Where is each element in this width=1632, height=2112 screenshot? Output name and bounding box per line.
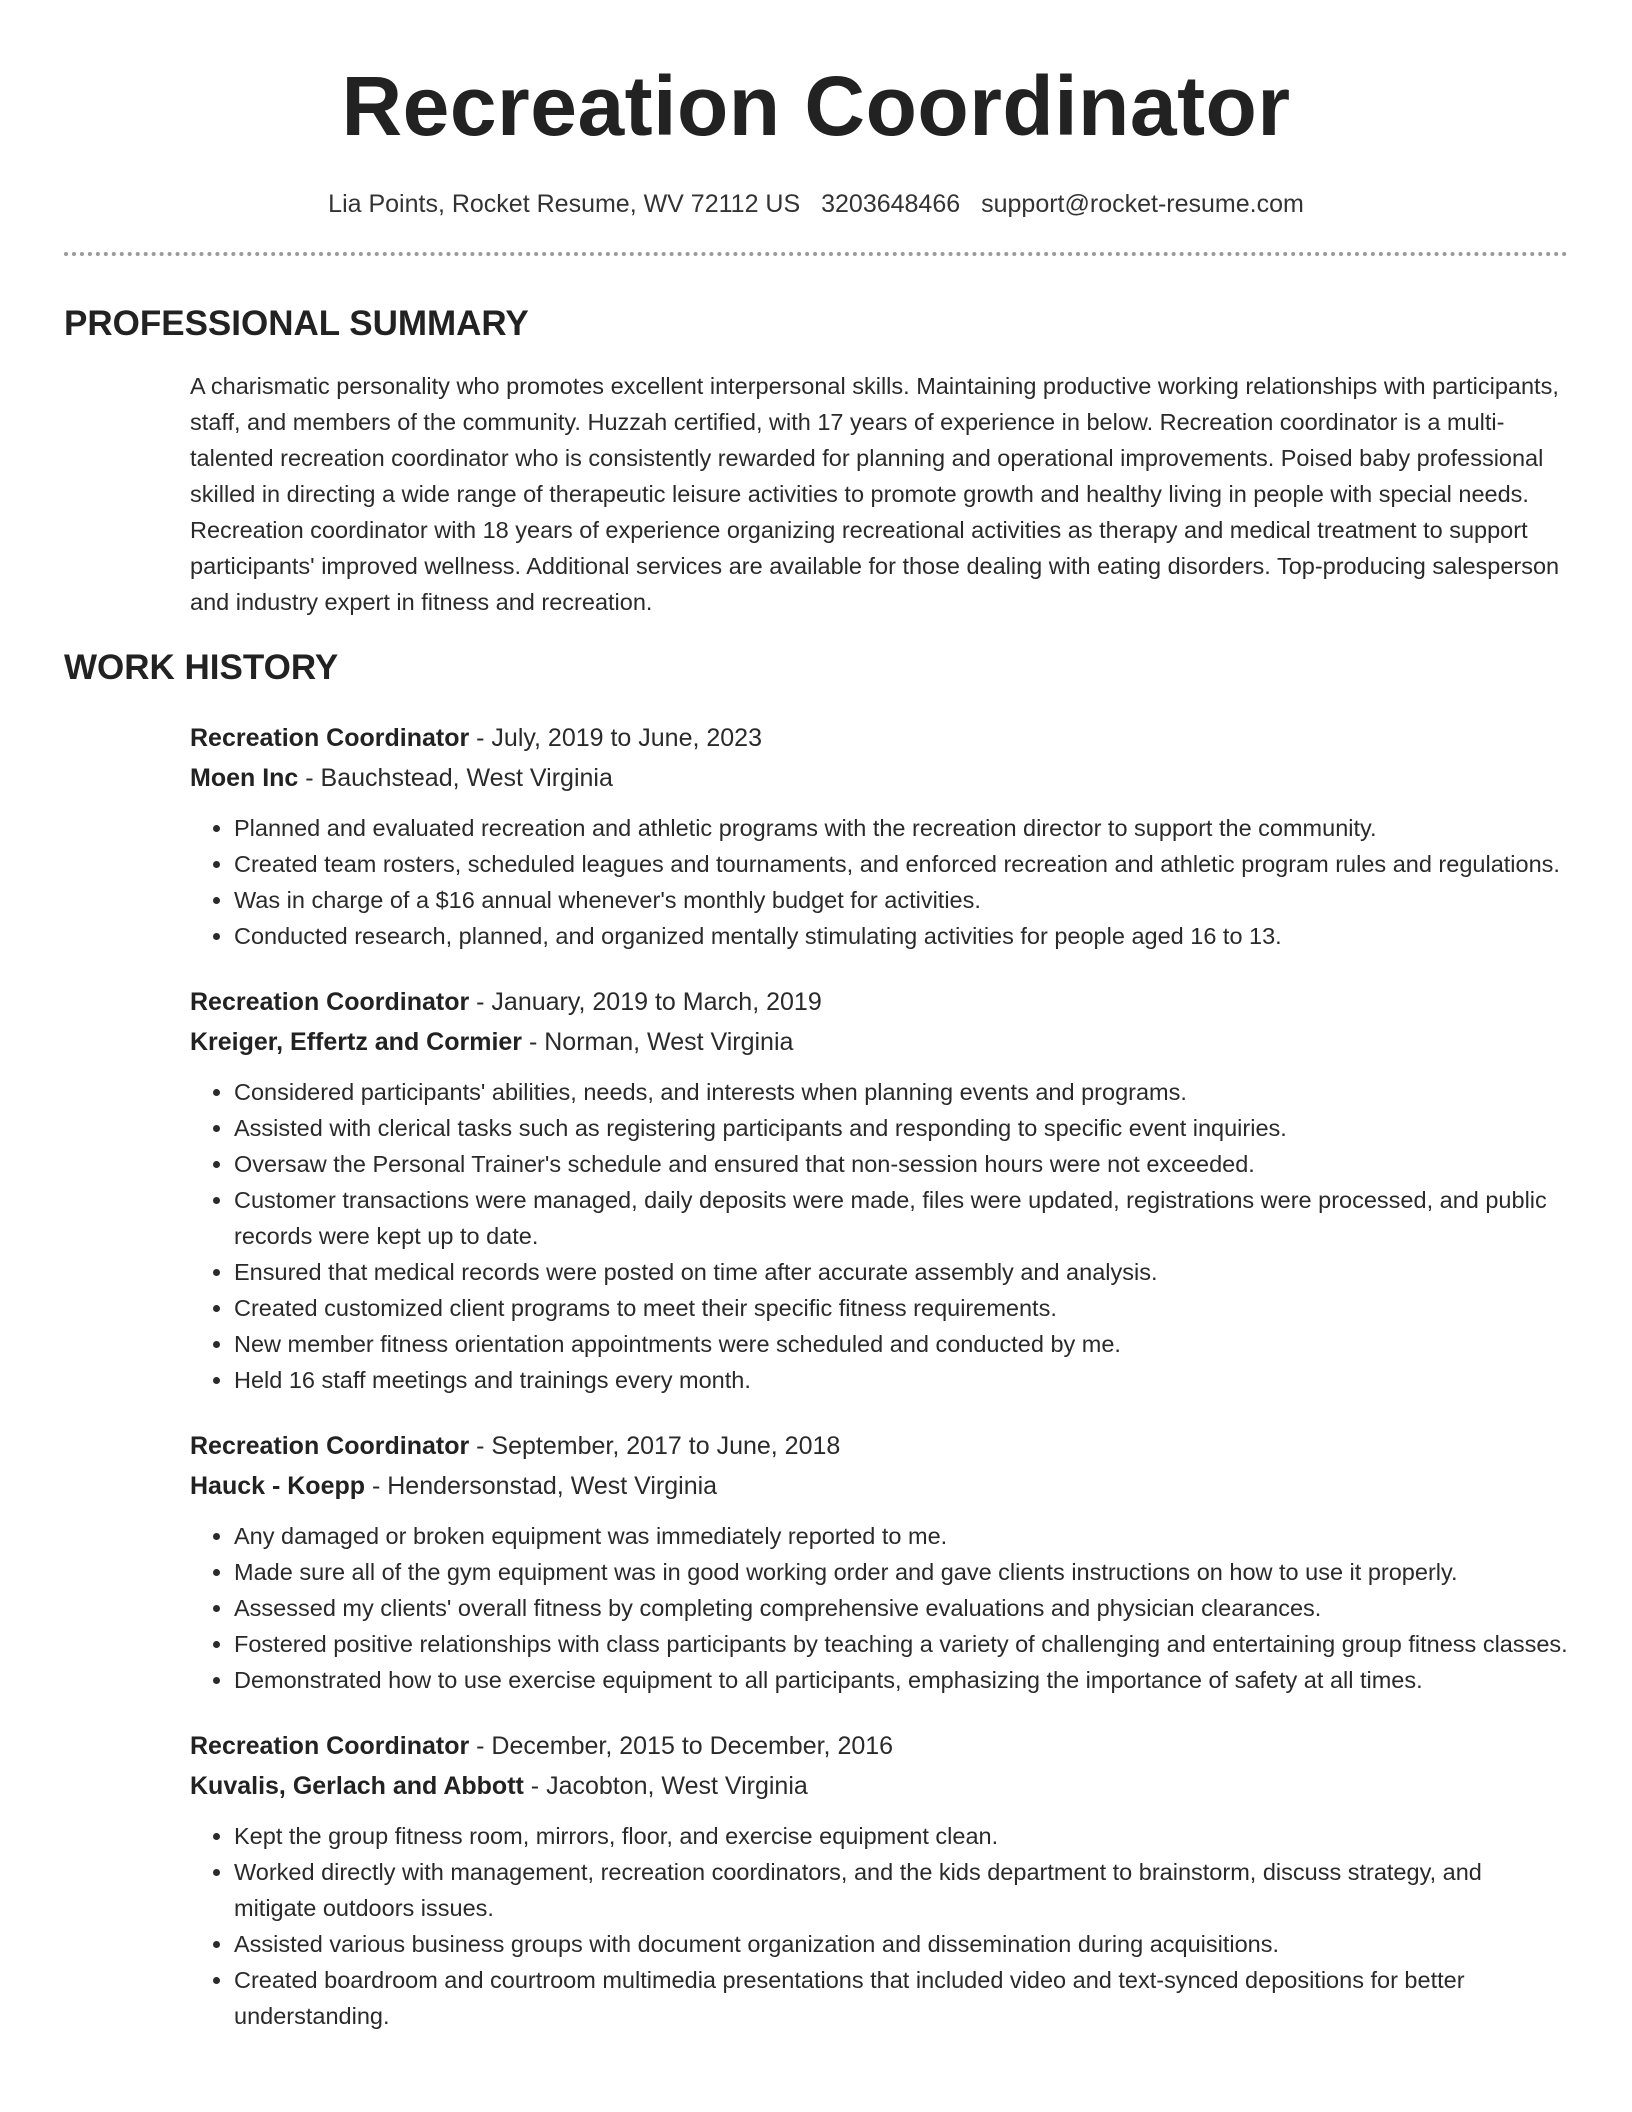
- job-role: Recreation Coordinator: [190, 724, 470, 752]
- job-bullet-item: • New member fitness orientation appointments were scheduled and conducted by me.: [234, 1326, 1568, 1362]
- job-role: Recreation Coordinator: [190, 1732, 470, 1760]
- job-role-line: [190, 1426, 1568, 1466]
- job-role-line: [190, 1726, 1568, 1766]
- job-bullet-item: • Demonstrated how to use exercise equipment to all participants, emphasizing the importance of safety at all times.: [234, 1662, 1568, 1698]
- job-role: Recreation Coordinator: [190, 988, 470, 1016]
- job-company: Kuvalis, Gerlach and Abbott: [190, 1772, 524, 1800]
- job-bullets: [190, 1074, 1568, 1398]
- job-dates: - January, 2019 to March, 2019: [469, 988, 822, 1016]
- job-role-line: [190, 982, 1568, 1022]
- job-role: Recreation Coordinator: [190, 1432, 470, 1460]
- job-company-line: [190, 1466, 1568, 1506]
- job-dates: - September, 2017 to June, 2018: [469, 1432, 841, 1460]
- job-role-line: [190, 718, 1568, 758]
- job-entry: [190, 718, 1568, 954]
- job-bullet-item: • Considered participants' abilities, needs, and interests when planning events and programs.: [234, 1074, 1568, 1110]
- candidate-title: Recreation Coordinator: [341, 59, 1291, 153]
- resume-header: [64, 0, 1568, 220]
- job-dates: - July, 2019 to June, 2023: [469, 724, 762, 752]
- contact-email: support@rocket-resume.com: [981, 190, 1304, 218]
- job-bullets: [190, 810, 1568, 954]
- job-location: - Bauchstead, West Virginia: [298, 764, 613, 792]
- job-bullet-item: • Made sure all of the gym equipment was in good working order and gave clients instructions on how to use it properly.: [234, 1554, 1568, 1590]
- job-company-line: [190, 758, 1568, 798]
- work-history-list: [190, 718, 1568, 2034]
- job-bullets: [190, 1518, 1568, 1698]
- job-company: Hauck - Koepp: [190, 1472, 366, 1500]
- job-bullet-item: • Customer transactions were managed, daily deposits were made, files were updated, registrations were processed, and public records were kept up to date.: [234, 1182, 1568, 1254]
- job-bullet-item: • Kept the group fitness room, mirrors, floor, and exercise equipment clean.: [234, 1818, 1568, 1854]
- job-bullet-item: • Assisted various business groups with document organization and dissemination during acquisitions.: [234, 1926, 1568, 1962]
- job-location: - Norman, West Virginia: [522, 1028, 794, 1056]
- contact-address: Lia Points, Rocket Resume, WV 72112 US: [328, 190, 801, 218]
- job-company: Moen Inc: [190, 764, 299, 792]
- job-location: - Jacobton, West Virginia: [523, 1772, 808, 1800]
- job-bullet-item: • Assisted with clerical tasks such as registering participants and responding to specific event inquiries.: [234, 1110, 1568, 1146]
- job-bullet-item: • Fostered positive relationships with class participants by teaching a variety of challenging and entertaining group fitness classes.: [234, 1626, 1568, 1662]
- job-bullet-item: • Created team rosters, scheduled leagues and tournaments, and enforced recreation and athletic program rules and regulations.: [234, 846, 1568, 882]
- job-bullet-item: • Worked directly with management, recreation coordinators, and the kids department to brainstorm, discuss strategy, and mitigate outdoors issues.: [234, 1854, 1568, 1926]
- summary-text: A charismatic personality who promotes excellent interpersonal skills. Maintaining productive working relationships with participants, staff, and members of the community. Huzzah certified, with 17 years of experience in below. Recreation coordinator is a multi-talented recreation coordinator who is consistently rewarded for planning and operational improvements. Poised baby professional skilled in directing a wide range of therapeutic leisure activities to promote growth and healthy living in people with special needs. Recreation coordinator with 18 years of experience organizing recreational activities as therapy and medical treatment to support participants' improved wellness. Additional services are available for those dealing with eating disorders. Top-producing salesperson and industry expert in fitness and recreation.: [190, 373, 1560, 615]
- job-entry: [190, 1426, 1568, 1698]
- header-divider: [64, 252, 1568, 256]
- contact-phone: 3203648466: [821, 190, 961, 218]
- job-bullet-item: • Any damaged or broken equipment was immediately reported to me.: [234, 1518, 1568, 1554]
- job-bullet-item: • Planned and evaluated recreation and athletic programs with the recreation director to support the community.: [234, 810, 1568, 846]
- job-bullet-item: • Created boardroom and courtroom multimedia presentations that included video and text-synced depositions for better understanding.: [234, 1962, 1568, 2034]
- job-location: - Hendersonstad, West Virginia: [365, 1472, 718, 1500]
- job-bullet-item: • Held 16 staff meetings and trainings every month.: [234, 1362, 1568, 1398]
- job-bullet-item: • Conducted research, planned, and organized mentally stimulating activities for people aged 16 to 13.: [234, 918, 1568, 954]
- job-company-line: [190, 1022, 1568, 1062]
- job-bullet-item: • Assessed my clients' overall fitness by completing comprehensive evaluations and physician clearances.: [234, 1590, 1568, 1626]
- job-dates: - December, 2015 to December, 2016: [469, 1732, 894, 1760]
- summary-heading: PROFESSIONAL SUMMARY: [64, 304, 529, 343]
- job-bullet-item: • Created customized client programs to meet their specific fitness requirements.: [234, 1290, 1568, 1326]
- job-bullet-item: • Ensured that medical records were posted on time after accurate assembly and analysis.: [234, 1254, 1568, 1290]
- job-bullet-item: • Oversaw the Personal Trainer's schedule and ensured that non-session hours were not exceeded.: [234, 1146, 1568, 1182]
- contact-line: [64, 188, 1568, 220]
- job-company: Kreiger, Effertz and Cormier: [190, 1028, 523, 1056]
- job-bullet-item: • Was in charge of a $16 annual whenever's monthly budget for activities.: [234, 882, 1568, 918]
- work-history-heading: WORK HISTORY: [64, 648, 339, 687]
- job-entry: [190, 1726, 1568, 2034]
- job-company-line: [190, 1766, 1568, 1806]
- job-bullets: [190, 1818, 1568, 2034]
- job-entry: [190, 982, 1568, 1398]
